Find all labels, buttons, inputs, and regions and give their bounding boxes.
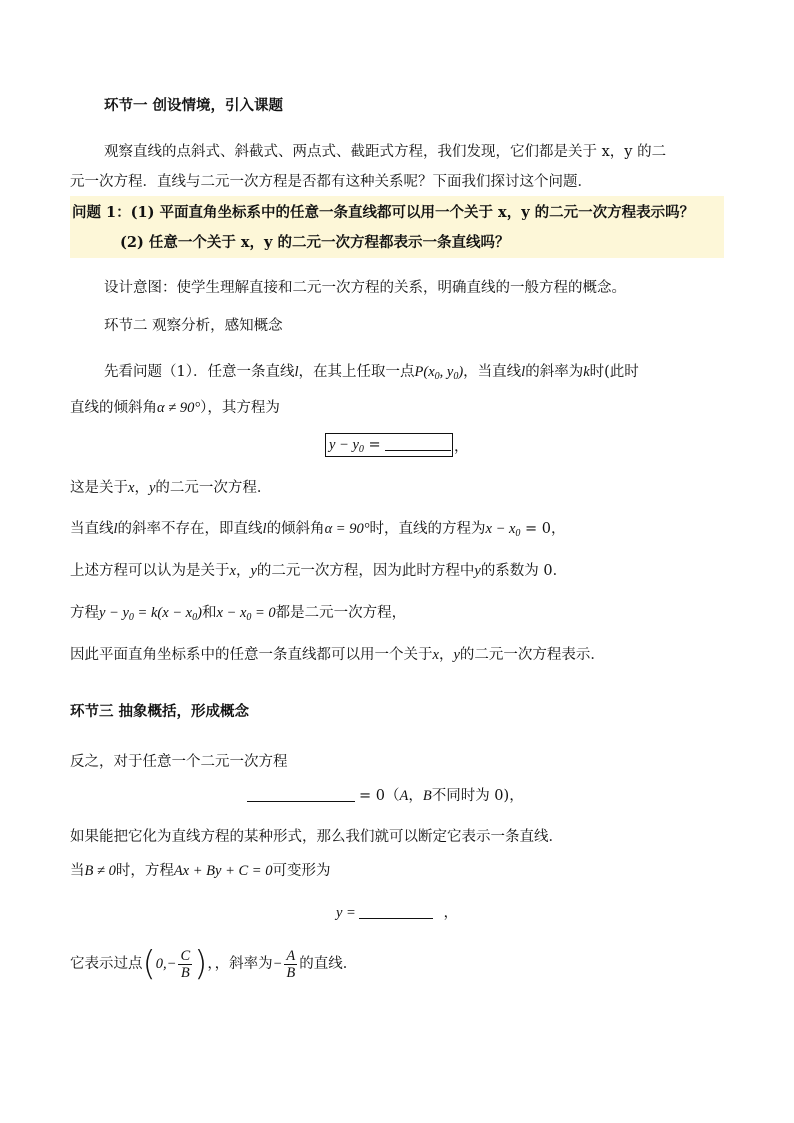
paragraph-1-line-2: 直线的倾斜角α ≠ 90°），其方程为 xyxy=(70,400,280,416)
intro-line-1: 观察直线的点斜式、斜截式、两点式、截距式方程，我们发现，它们都是关于 x，y 的二 xyxy=(104,144,667,160)
vertical-line-equation: $x - x_0$ xyxy=(485,521,521,539)
paragraph-9: 如果能把它化为直线方程的某种形式，那么我们就可以断定它表示一条直线． xyxy=(70,829,563,845)
general-form: Ax + By + C = 0 xyxy=(173,863,273,879)
slope-fraction: $\frac{A}{B}$ xyxy=(286,947,296,981)
paragraph-6: 因此平面直角坐标系中的任意一条直线都可以用一个关于x，y的二元一次方程表示． xyxy=(70,647,605,663)
question-label: 问题 1： xyxy=(72,204,131,221)
paragraph-4: 上述方程可以认为是关于x，y的二元一次方程，因为此时方程中y的系数为 0． xyxy=(70,563,568,579)
answer-blank-2[interactable] xyxy=(247,787,355,802)
point-slope-equation: $y - y_0 = k(x - x_0)$ xyxy=(99,605,202,623)
design-intent: 设计意图：使学生理解直接和二元一次方程的关系，明确直线的一般方程的概念。 xyxy=(104,280,626,296)
point-formula: $P(x_0$, $y_0$) xyxy=(414,364,464,382)
paragraph-10: 当B ≠ 0时，方程Ax + By + C = 0可变形为 xyxy=(70,863,331,879)
question-part-1: (1) 平面直角坐标系中的任意一条直线都可以用一个关于 x，y 的二元一次方程表示吗？ xyxy=(130,204,695,221)
question-part-2: (2) 任意一个关于 x，y 的二元一次方程都表示一条直线吗？ xyxy=(120,234,510,251)
y-intercept-fraction: $\frac{C}{B}$ xyxy=(180,947,191,981)
paragraph-7: 反之，对于任意一个二元一次方程 xyxy=(70,754,288,770)
intro-line-2: 元一次方程．直线与二元一次方程是否都有这种关系呢？下面我们探讨这个问题． xyxy=(70,174,592,190)
question-1-line xyxy=(72,203,694,223)
section-3-heading: 环节三 抽象概括，形成概念 xyxy=(70,703,250,720)
paragraph-2: 这是关于x，y的二元一次方程． xyxy=(70,480,272,496)
slope-intercept-line: y = ， xyxy=(336,905,458,921)
paragraph-12: 它表示过点(0,− $\frac{C}{B}$ )，，斜率为− $\frac{A}{B}$ 的直线． xyxy=(70,944,358,984)
angle-condition: α ≠ 90° xyxy=(157,400,201,416)
paragraph-3: 当直线l的斜率不存在，即直线l的倾斜角α = 90°时，直线的方程为$x - x_0 = 0$， xyxy=(70,521,566,539)
boxed-equation-comma: ， xyxy=(454,439,469,455)
vertical-equation: $x - x_0 = 0$ xyxy=(216,605,276,623)
section-1-heading: 环节一 创设情境，引入课题 xyxy=(104,97,284,114)
answer-blank-1[interactable] xyxy=(385,436,451,451)
paragraph-5: 方程$y - y_0 = k(x - x_0)$和$x - x_0 = 0$都是二元一次方程， xyxy=(70,605,407,623)
general-equation-line: = 0（A，B不同时为 0)， xyxy=(247,786,524,806)
paragraph-1-line-1: 先看问题（1）．任意一条直线l，在其上任取一点$P(x_0$, $y_0$)，当直线l的斜率为k时(此时 xyxy=(104,364,639,382)
boxed-equation-text: $y - y_0$ = xyxy=(329,435,451,455)
answer-blank-3[interactable] xyxy=(359,904,433,919)
section-2-heading: 环节二 观察分析，感知概念 xyxy=(104,318,283,334)
